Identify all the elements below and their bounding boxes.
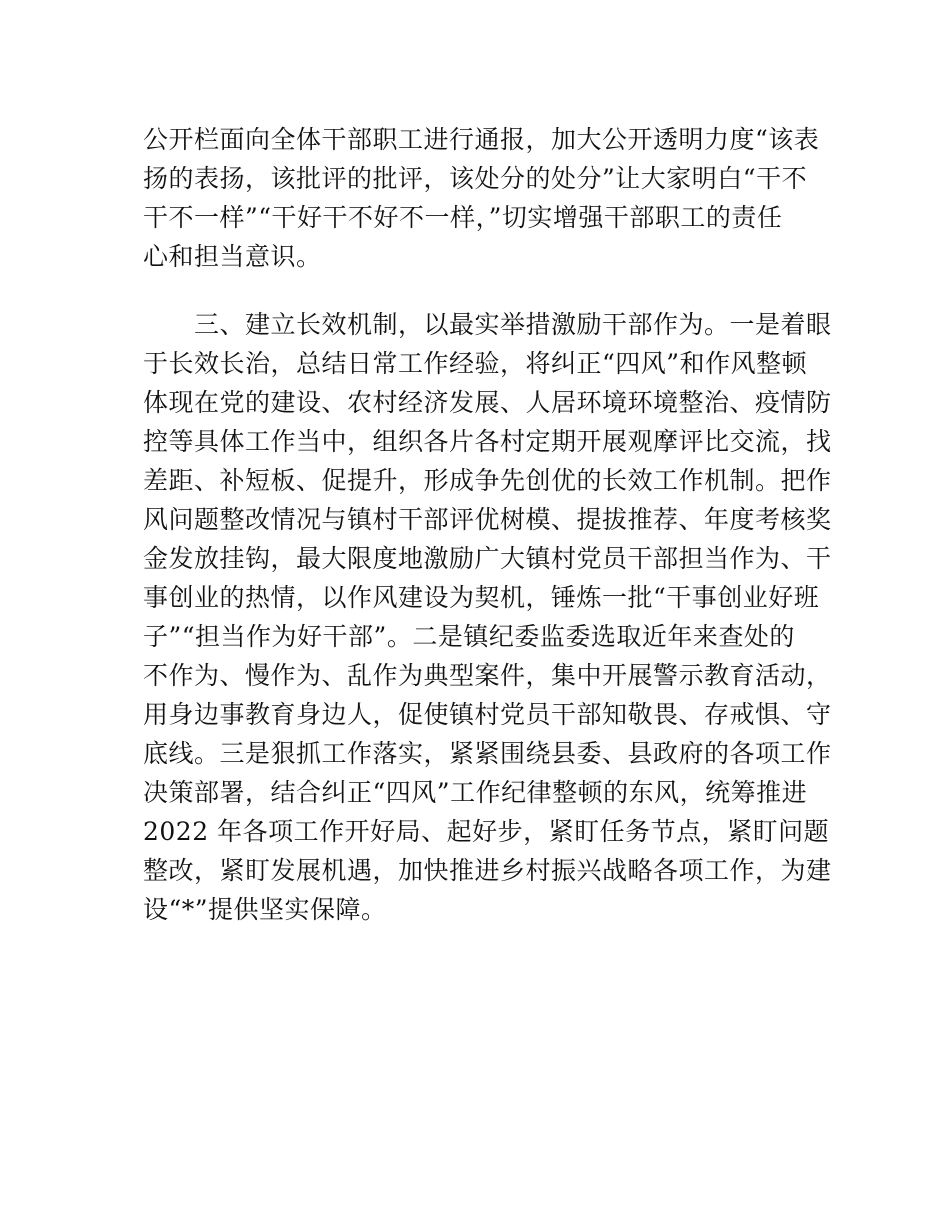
text-line: 扬的表扬，该批评的批评，该处分的处分”让大家明白“干不 xyxy=(143,164,808,193)
text-line: 心和担当意识。 xyxy=(143,242,322,271)
text-line: 公开栏面向全体干部职工进行通报，加大公开透明力度“该表 xyxy=(143,125,820,154)
text-line: 设“*”提供坚实保障。 xyxy=(143,895,387,924)
paragraph-1 xyxy=(143,120,823,276)
text-line: 2022 年各项工作开好局、起好步，紧盯任务节点，紧盯问题 xyxy=(143,817,830,846)
text-line: 于长效长治，总结日常工作经验，将纠正“四风”和作风整顿 xyxy=(143,349,808,378)
text-line: 三、建立长效机制，以最实举措激励干部作为。一是着眼 xyxy=(143,310,832,339)
text-line: 风问题整改情况与镇村干部评优树模、提拔推荐、年度考核奖 xyxy=(143,505,832,534)
text-line: 底线。三是狠抓工作落实，紧紧围绕县委、县政府的各项工作 xyxy=(143,739,832,768)
text-line: 控等具体工作当中，组织各片各村定期开展观摩评比交流，找 xyxy=(143,427,832,456)
paragraph-2 xyxy=(143,305,832,929)
text-line: 整改，紧盯发展机遇，加快推进乡村振兴战略各项工作，为建 xyxy=(143,856,832,885)
text-line: 体现在党的建设、农村经济发展、人居环境环境整治、疫情防 xyxy=(143,388,832,417)
text-line: 金发放挂钩，最大限度地激励广大镇村党员干部担当作为、干 xyxy=(143,544,832,573)
text-line: 干不一样”“干好干不好不一样，”切实增强干部职工的责任 xyxy=(143,203,783,232)
text-line: 不作为、慢作为、乱作为典型案件，集中开展警示教育活动， xyxy=(143,661,832,690)
text-line: 决策部署，结合纠正“四风”工作纪律整顿的东风，统筹推进 xyxy=(143,778,808,807)
text-line: 差距、补短板、促提升，形成争先创优的长效工作机制。把作 xyxy=(143,466,832,495)
text-line: 用身边事教育身边人，促使镇村党员干部知敬畏、存戒惧、守 xyxy=(143,700,832,729)
text-line: 事创业的热情，以作风建设为契机，锤炼一批“干事创业好班 xyxy=(143,583,820,612)
text-line: 子”“担当作为好干部”。二是镇纪委监委选取近年来查处的 xyxy=(143,622,795,651)
